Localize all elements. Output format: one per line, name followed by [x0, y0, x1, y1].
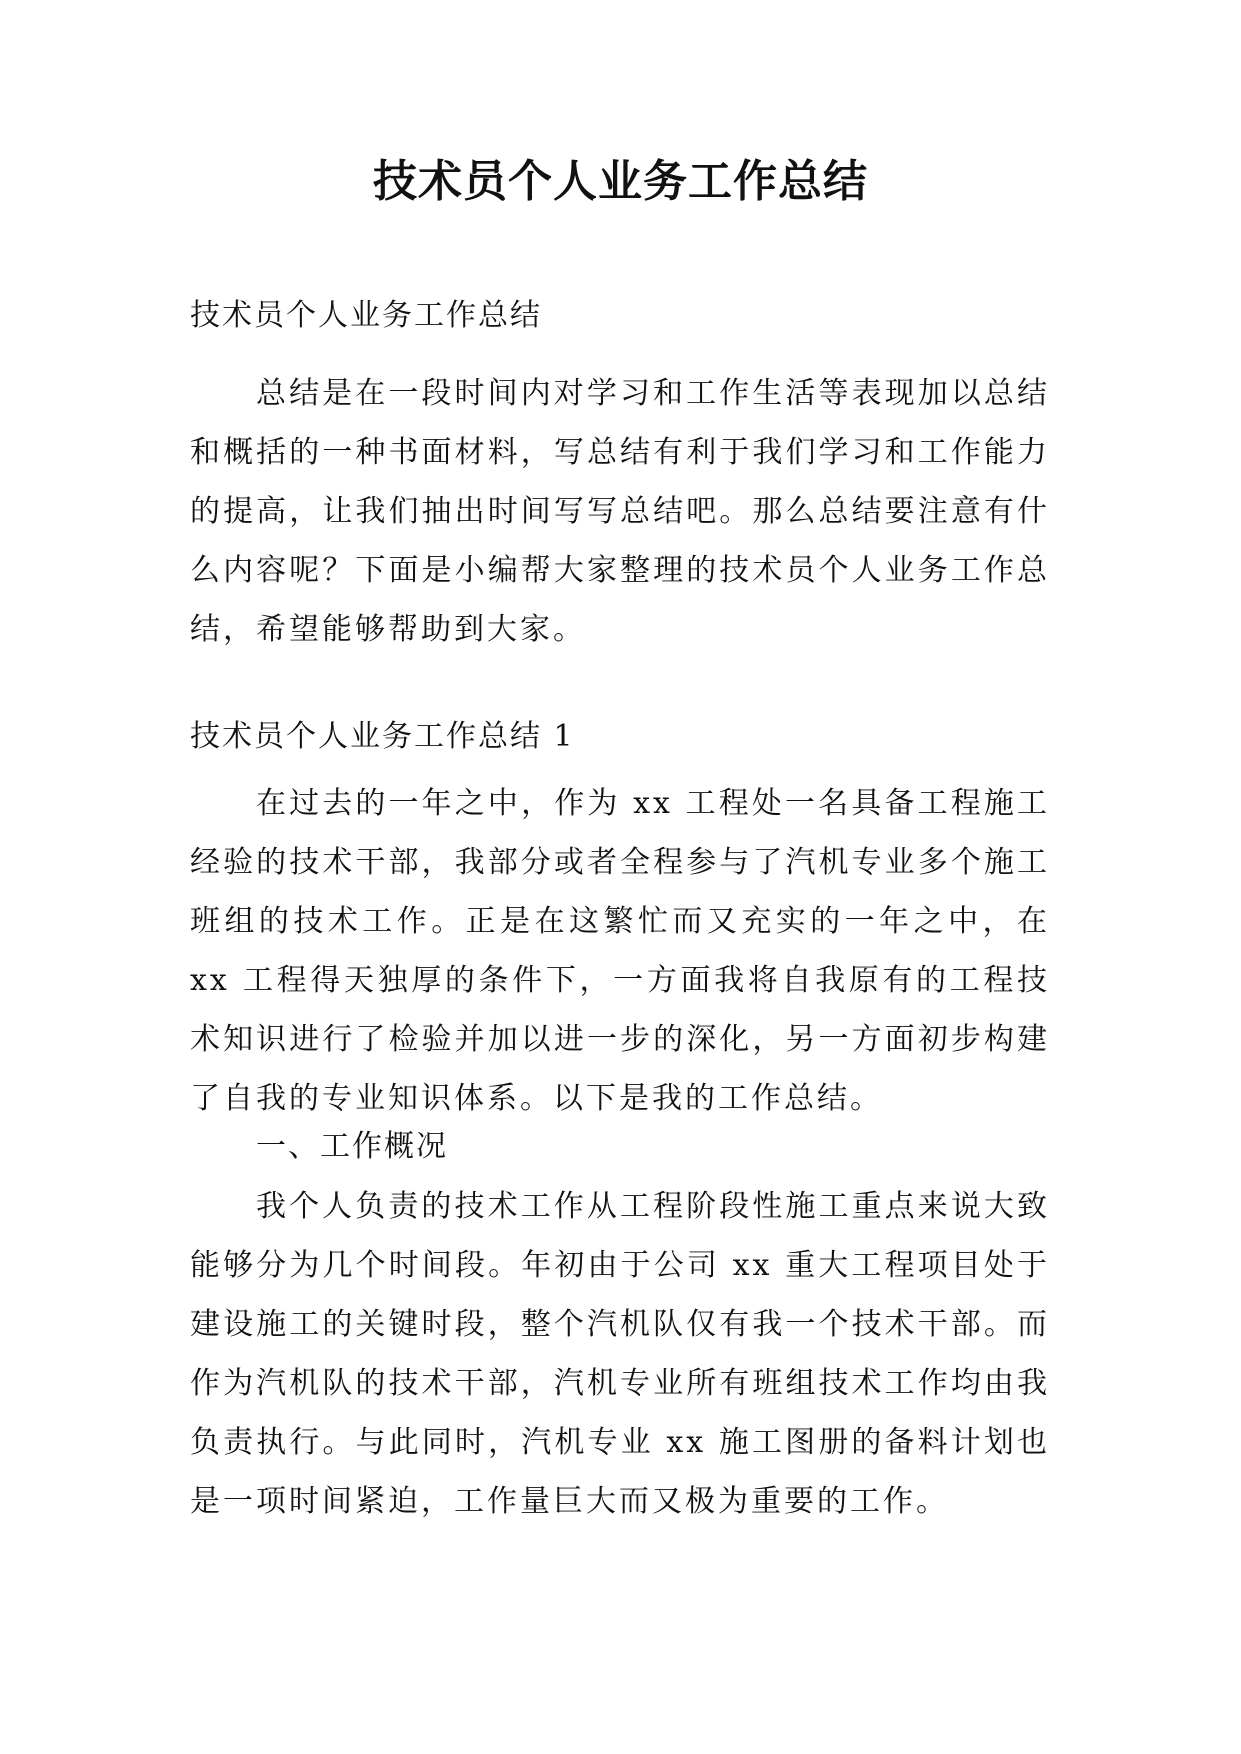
document-title: 技术员个人业务工作总结 [373, 156, 868, 207]
section1-paragraph-2: 我个人负责的技术工作从工程阶段性施工重点来说大致能够分为几个时间段。年初由于公司 xx 重大工程项目处于建设施工的关键时段，整个汽机队仅有我一个技术干部。而作为汽机队的技术干部，汽机专业所有班组技术工作均由我负责执行。与此同时，汽机专业 xx 施工图册的备料计划也是一项时间紧迫，工作量巨大而又极为重要的工作。 [190, 1189, 1050, 1519]
subheading-work-overview: 一、工作概况 [256, 1129, 448, 1164]
section1-paragraph-1: 在过去的一年之中，作为 xx 工程处一名具备工程施工经验的技术干部，我部分或者全程参与了汽机专业多个施工班组的技术工作。正是在这繁忙而又充实的一年之中，在 xx 工程得天独厚的条件下，一方面我将自我原有的工程技术知识进行了检验并加以进一步的深化，另一方面初步构建了自我的专业知识体系。以下是我的工作总结。 [190, 786, 1050, 1116]
intro-paragraph: 总结是在一段时间内对学习和工作生活等表现加以总结和概括的一种书面材料，写总结有利于我们学习和工作能力的提高，让我们抽出时间写写总结吧。那么总结要注意有什么内容呢？下面是小编帮大家整理的技术员个人业务工作总结，希望能够帮助到大家。 [190, 376, 1050, 647]
document-subtitle: 技术员个人业务工作总结 [190, 298, 542, 333]
section-heading-1: 技术员个人业务工作总结 1 [190, 719, 575, 754]
